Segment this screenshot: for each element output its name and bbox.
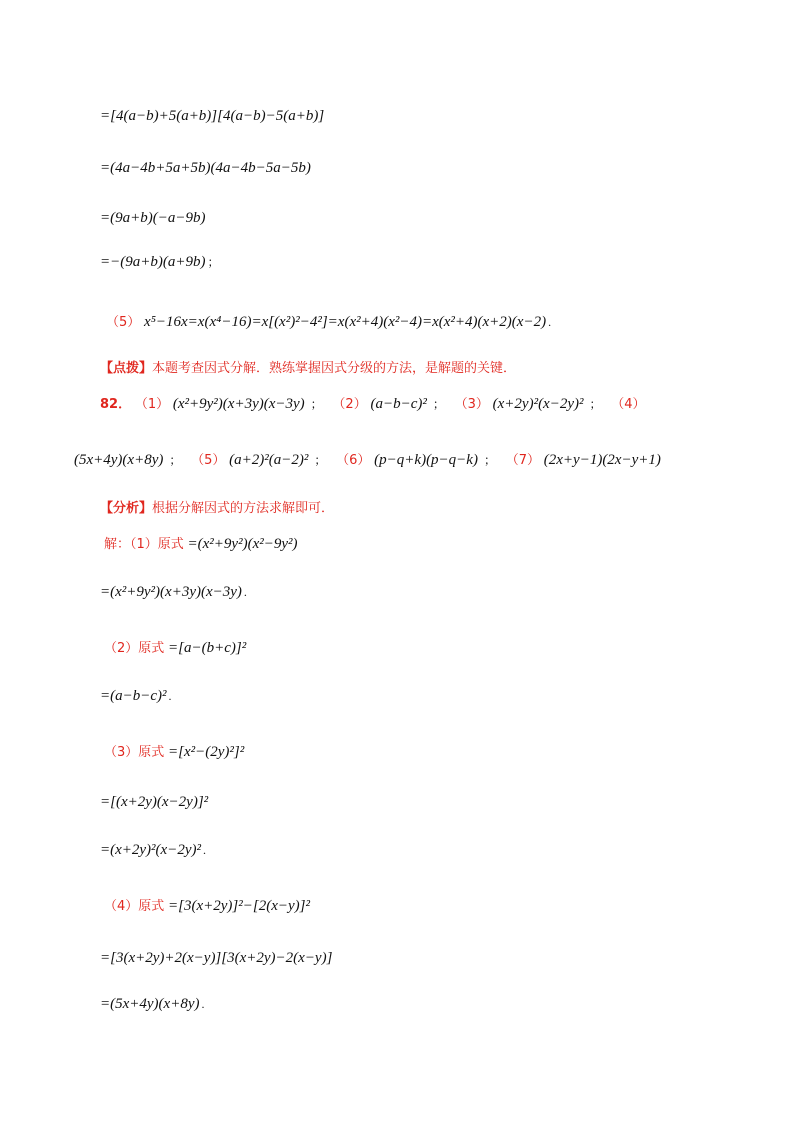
tip-line: [100, 358, 516, 379]
period: .: [202, 843, 206, 857]
answer-1: (x²+9y²)(x+3y)(x−3y): [172, 396, 305, 412]
solution-4-step-c: =(5x+4y)(x+8y): [100, 996, 200, 1012]
analysis-text: 根据分解因式的方法求解即可．: [152, 501, 335, 516]
step-line-5: [106, 312, 551, 333]
item-5-math: x⁵−16x=x(x⁴−16)=x[(x²)²−4²]=x(x²+4)(x²−4)=x(x²+4)(x+2)(x−2): [144, 314, 547, 330]
separator: ；: [314, 453, 327, 467]
separator: ；: [169, 453, 182, 467]
separator: ；: [310, 397, 323, 411]
answer-7-number: （7）: [505, 453, 541, 468]
solution-4-line-b: =[3(x+2y)+2(x−y)][3(x+2y)−2(x−y)]: [100, 950, 333, 966]
solution-4-step-a: =[3(x+2y)]²−[2(x−y)]²: [168, 898, 310, 914]
step-line-4: [100, 252, 219, 272]
answer-6-number: （6）: [336, 453, 371, 468]
solution-3-step-c: =(x+2y)²(x−2y)²: [100, 842, 201, 858]
answer-2-number: （2）: [332, 397, 367, 412]
solution-4-label: （4）原式: [104, 899, 165, 914]
answer-6: (p−q+k)(p−q−k): [374, 452, 478, 468]
solution-4-line-c: [100, 994, 204, 1014]
step-line-2: =(4a−4b+5a+5b)(4a−4b−5a−5b): [100, 160, 311, 176]
analysis-tag: 【分析】: [100, 501, 153, 516]
tip-tag: 【点拨】: [100, 361, 153, 376]
analysis-line: [100, 498, 334, 519]
question-number: 82．: [100, 397, 132, 412]
period: .: [243, 585, 247, 599]
solution-2-step-a: =[a−(b+c)]²: [168, 640, 247, 656]
solution-3-line-c: [100, 840, 206, 860]
solution-1-line-a: [104, 534, 298, 555]
answer-3: (x+2y)²(x−2y)²: [492, 396, 584, 412]
solution-1-step-a: =(x²+9y²)(x²−9y²): [187, 536, 298, 552]
solution-4-line-a: [104, 896, 310, 917]
step-line-1: =[4(a−b)+5(a+b)][4(a−b)−5(a+b)]: [100, 108, 325, 124]
answer-4: (5x+4y)(x+8y): [74, 452, 164, 468]
separator: ；: [432, 397, 445, 411]
solution-3-line-b: =[(x+2y)(x−2y)]²: [100, 794, 209, 810]
solution-1-label: 解：（1）原式: [104, 537, 184, 552]
tip-text: 本题考查因式分解．熟练掌握因式分级的方法，是解题的关键．: [152, 361, 517, 376]
solution-2-line-b: [100, 686, 172, 706]
answer-4-number: （4）: [611, 397, 646, 412]
answer-line-1: [100, 394, 646, 415]
solution-3-line-a: [104, 742, 244, 763]
answer-line-2: [74, 450, 661, 471]
solution-3-step-a: =[x²−(2y)²]²: [168, 744, 245, 760]
answer-2: (a−b−c)²: [370, 396, 427, 412]
solution-2-step-b: =(a−b−c)²: [100, 688, 167, 704]
separator: ；: [589, 397, 602, 411]
item-5-number: （5）: [106, 315, 141, 330]
step-line-4-end: ；: [207, 255, 220, 269]
answer-5: (a+2)²(a−2)²: [229, 452, 309, 468]
item-5-end: .: [548, 315, 552, 329]
solution-3-label: （3）原式: [104, 745, 165, 760]
step-line-4-math: =−(9a+b)(a+9b): [100, 254, 206, 270]
answer-5-number: （5）: [191, 453, 226, 468]
period: .: [168, 689, 172, 703]
step-line-3: =(9a+b)(−a−9b): [100, 210, 206, 226]
solution-1-line-b: [100, 582, 247, 602]
solution-1-step-b: =(x²+9y²)(x+3y)(x−3y): [100, 584, 242, 600]
separator: ；: [483, 453, 496, 467]
solution-2-label: （2）原式: [104, 641, 165, 656]
answer-1-number: （1）: [134, 397, 170, 412]
answer-7: (2x+y−1)(2x−y+1): [543, 452, 661, 468]
solution-2-line-a: [104, 638, 246, 659]
answer-3-number: （3）: [454, 397, 489, 412]
period: .: [201, 997, 205, 1011]
